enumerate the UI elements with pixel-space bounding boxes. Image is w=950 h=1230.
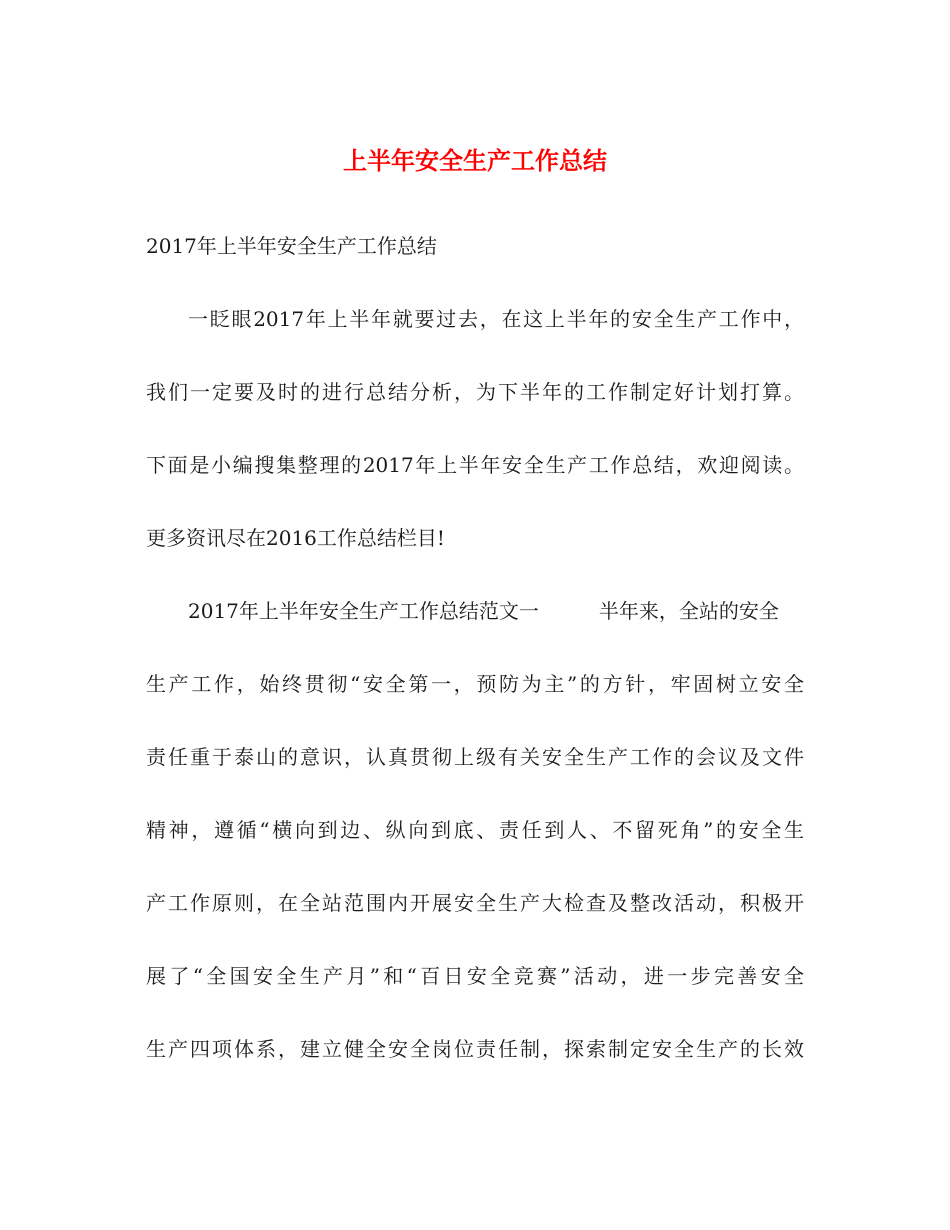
paragraph-line: 生产工作，始终贯彻“安全第一，预防为主”的方针，牢固树立安全 — [146, 672, 804, 696]
document-title: 上半年安全生产工作总结 — [343, 147, 607, 175]
paragraph-line: 产工作原则，在全站范围内开展安全生产大检查及整改活动，积极开 — [146, 891, 804, 915]
paragraph-line: 生产四项体系，建立健全安全岗位责任制，探索制定安全生产的长效 — [146, 1037, 804, 1061]
paragraph-heading-line — [146, 593, 804, 630]
paragraph-line: 精神，遵循“横向到边、纵向到底、责任到人、不留死角”的安全生 — [146, 818, 804, 842]
paragraph-line: 责任重于泰山的意识，认真贯彻上级有关安全生产工作的会议及文件 — [146, 745, 804, 769]
paragraph-line: 我们一定要及时的进行总结分析，为下半年的工作制定好计划打算。 — [146, 380, 804, 404]
section-heading: 2017年上半年安全生产工作总结范文一 — [188, 599, 539, 623]
paragraph-line: 展了“全国安全生产月”和“百日安全竞赛”活动，进一步完善安全 — [146, 964, 804, 988]
document-subtitle: 2017年上半年安全生产工作总结 — [146, 234, 437, 258]
paragraph-line: 更多资讯尽在2016工作总结栏目! — [146, 526, 445, 550]
paragraph-line: 一眨眼2017年上半年就要过去，在这上半年的安全生产工作中， — [188, 307, 804, 331]
document-body — [146, 228, 804, 1104]
paragraph-line: 下面是小编搜集整理的2017年上半年安全生产工作总结，欢迎阅读。 — [146, 453, 804, 477]
paragraph-lead: 半年来，全站的安全 — [598, 599, 779, 623]
